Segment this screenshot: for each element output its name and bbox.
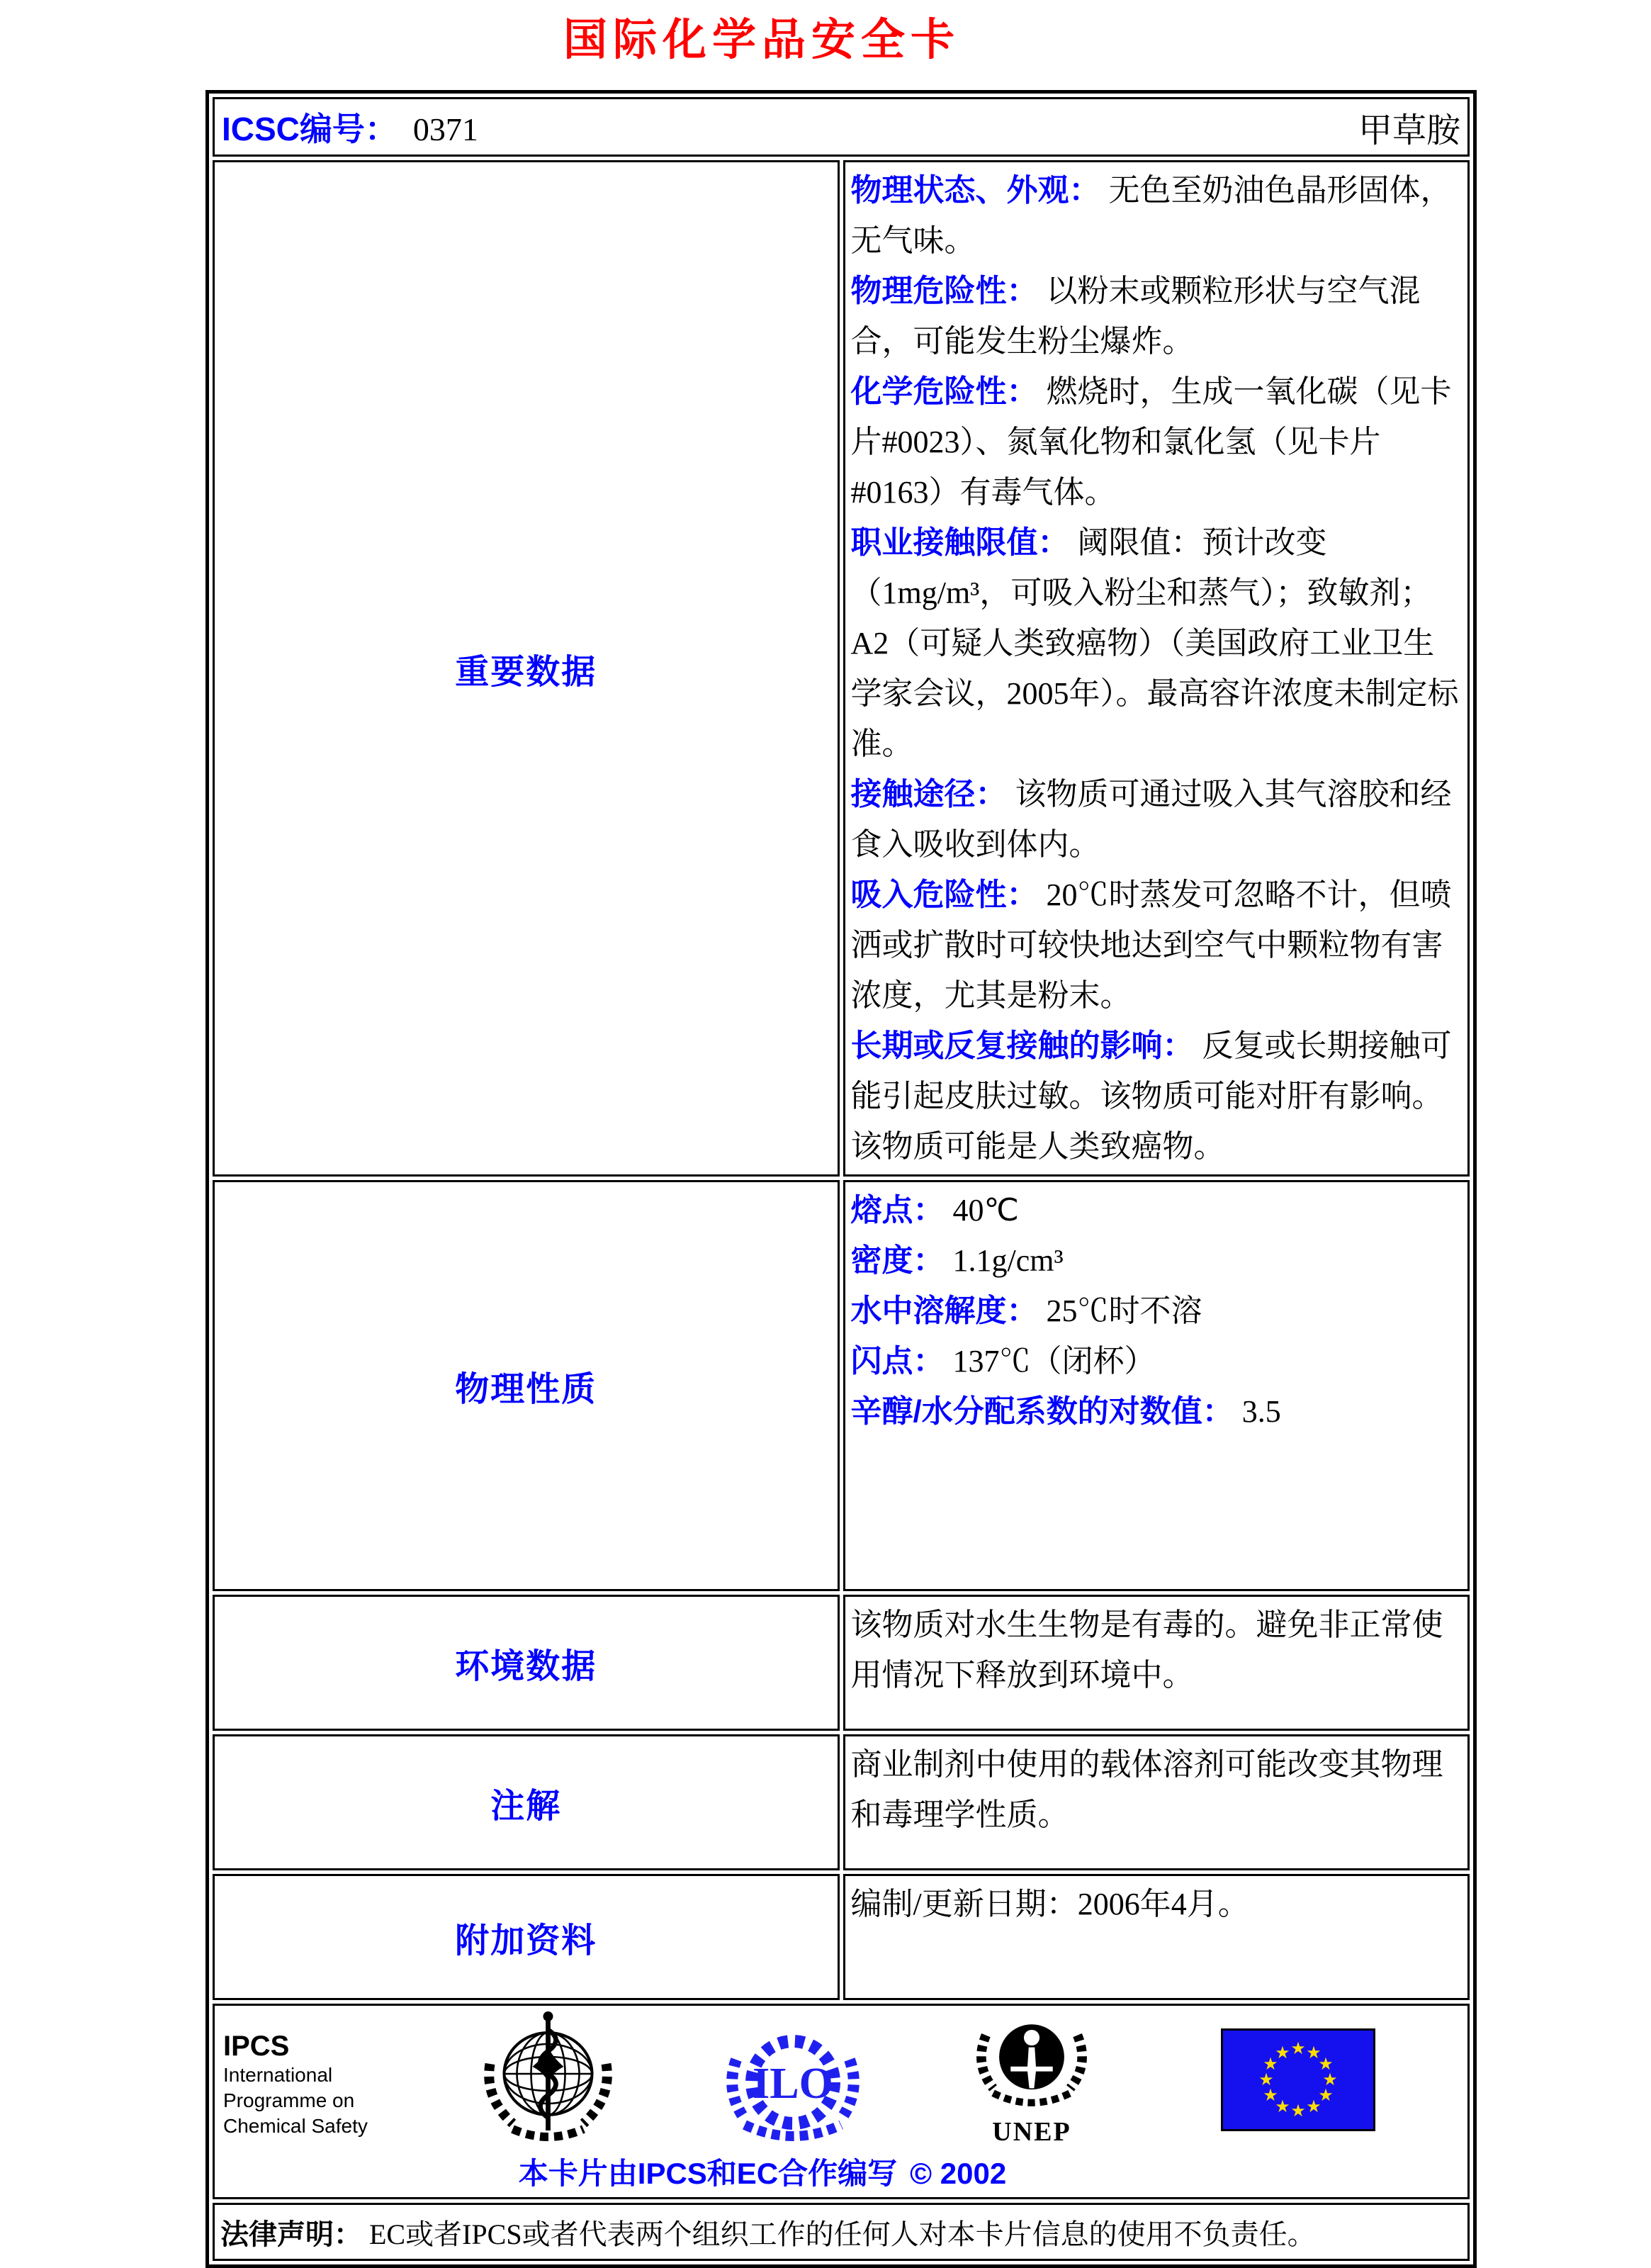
svg-text:★: ★ (1306, 2043, 1322, 2062)
ipcs-subtitle-line: Programme on (223, 2089, 355, 2111)
legal-label: 法律声明： (220, 2218, 362, 2250)
legal-text: EC或者IPCS或者代表两个组织工作的任何人对本卡片信息的使用不负责任。 (369, 2218, 1316, 2250)
entry-text: 137℃（闭杯） (952, 1344, 1156, 1379)
section-body-additional-info (843, 1874, 1470, 2000)
footer-caption (215, 2150, 1310, 2193)
entry-label: 接触途径： (850, 777, 1007, 812)
entry-label: 密度： (850, 1243, 945, 1278)
svg-text:★: ★ (1290, 2039, 1306, 2058)
entry-label: 闪点： (850, 1344, 945, 1379)
notes-row (213, 1734, 1470, 1870)
unep-logo-label: UNEP (992, 2117, 1071, 2147)
svg-text:★: ★ (1258, 2070, 1274, 2089)
chemical-name: 甲草胺 (1358, 111, 1460, 150)
svg-text:★: ★ (1263, 2055, 1278, 2074)
icsc-card-table (205, 90, 1477, 2268)
svg-text:★: ★ (1306, 2097, 1322, 2116)
eu-flag-icon (1221, 2028, 1375, 2135)
icsc-number-value: 0371 (412, 111, 478, 147)
section-body-physical-properties (843, 1180, 1470, 1591)
section-body-important-data (843, 160, 1470, 1177)
section-body-environmental-data (843, 1595, 1470, 1731)
header-row (213, 97, 1470, 157)
entry-text: 编制/更新日期：2006年4月。 (850, 1887, 1249, 1921)
entry-label: 职业接触限值： (850, 525, 1069, 560)
entry-text: 燃烧时，生成一氧化碳（见卡片#0023）、氮氧化物和氯化氢（见卡片#0163）有毒气体。 (850, 374, 1452, 510)
entry-label: 物理状态、外观： (850, 173, 1100, 208)
section-label-additional-info: 附加资料 (213, 1874, 840, 2000)
icsc-number-group (222, 103, 478, 150)
important-data-row (213, 160, 1470, 1177)
ilo-logo-icon (722, 2023, 864, 2152)
section-label-environmental-data: 环境数据 (213, 1595, 840, 1731)
entry-text: 该物质对水生生物是有毒的。避免非正常使用情况下释放到环境中。 (850, 1607, 1443, 1692)
entry-text: 40℃ (952, 1193, 1019, 1228)
caption-text: 本卡片由IPCS和EC合作编写 (518, 2157, 898, 2190)
entry-label: 辛醇/水分配系数的对数值： (850, 1394, 1234, 1429)
caption-copyright: © 2002 (910, 2157, 1007, 2190)
svg-text:★: ★ (1318, 2055, 1334, 2074)
header-cell (213, 97, 1470, 157)
entry-label: 物理危险性： (850, 274, 1038, 308)
unep-logo-icon (971, 2009, 1092, 2145)
additional-info-row (213, 1874, 1470, 2000)
title-bar (0, 0, 1523, 67)
legal-row (213, 2203, 1470, 2261)
entry-label: 吸入危险性： (850, 877, 1038, 912)
ipcs-title: IPCS (223, 2031, 290, 2062)
ipcs-block (223, 2030, 368, 2139)
entry-text: 以粉末或颗粒形状与空气混合，可能发生粉尘爆炸。 (850, 274, 1421, 359)
entry-text: 阈限值：预计改变（1mg/m³，可吸入粉尘和蒸气）；致敏剂；A2（可疑人类致癌物）（美国政府工业卫生学家会议，2005年）。最高容许浓度未制定标准。 (850, 525, 1459, 761)
entry-text: 20℃时蒸发可忽略不计，但喷洒或扩散时可较快地达到空气中颗粒物有害浓度，尤其是粉末。 (850, 877, 1452, 1013)
section-label-notes: 注解 (213, 1734, 840, 1870)
entry-label: 化学危险性： (850, 374, 1038, 409)
entry-text: 1.1g/cm³ (952, 1243, 1064, 1278)
entry-text: 反复或长期接触可能引起皮肤过敏。该物质可能对肝有影响。该物质可能是人类致癌物。 (850, 1028, 1452, 1164)
svg-text:★: ★ (1263, 2086, 1278, 2105)
icsc-number-label: ICSC编号： (222, 111, 398, 147)
entry-text: 无色至奶油色晶形固体，无气味。 (850, 173, 1452, 258)
page-title: 国际化学品安全卡 (563, 16, 960, 64)
physical-properties-row (213, 1180, 1470, 1591)
environmental-data-row (213, 1595, 1470, 1731)
entry-label: 水中溶解度： (850, 1293, 1038, 1328)
section-body-notes (843, 1734, 1470, 1870)
ipcs-subtitle-line: International (223, 2064, 333, 2086)
svg-text:★: ★ (1290, 2101, 1306, 2121)
svg-text:★: ★ (1322, 2070, 1338, 2089)
ipcs-subtitle-line: Chemical Safety (223, 2115, 368, 2137)
svg-text:★: ★ (1318, 2086, 1334, 2105)
entry-label: 熔点： (850, 1193, 945, 1228)
entry-label: 长期或反复接触的影响： (850, 1028, 1194, 1063)
entry-text: 该物质可通过吸入其气溶胶和经食入吸收到体内。 (850, 777, 1452, 862)
section-label-physical-properties: 物理性质 (213, 1180, 840, 1591)
entry-text: 商业制剂中使用的载体溶剂可能改变其物理和毒理学性质。 (850, 1747, 1443, 1832)
entry-text: 3.5 (1241, 1394, 1281, 1429)
svg-text:★: ★ (1275, 2043, 1290, 2062)
footer-row (213, 2004, 1470, 2199)
svg-text:ILO: ILO (753, 2060, 833, 2108)
section-label-important-data: 重要数据 (213, 160, 840, 1177)
footer-cell (213, 2004, 1470, 2199)
who-logo-icon (475, 2010, 621, 2148)
entry-text: 25℃时不溶 (1046, 1293, 1202, 1328)
legal-cell (213, 2203, 1470, 2261)
svg-text:★: ★ (1275, 2097, 1290, 2116)
